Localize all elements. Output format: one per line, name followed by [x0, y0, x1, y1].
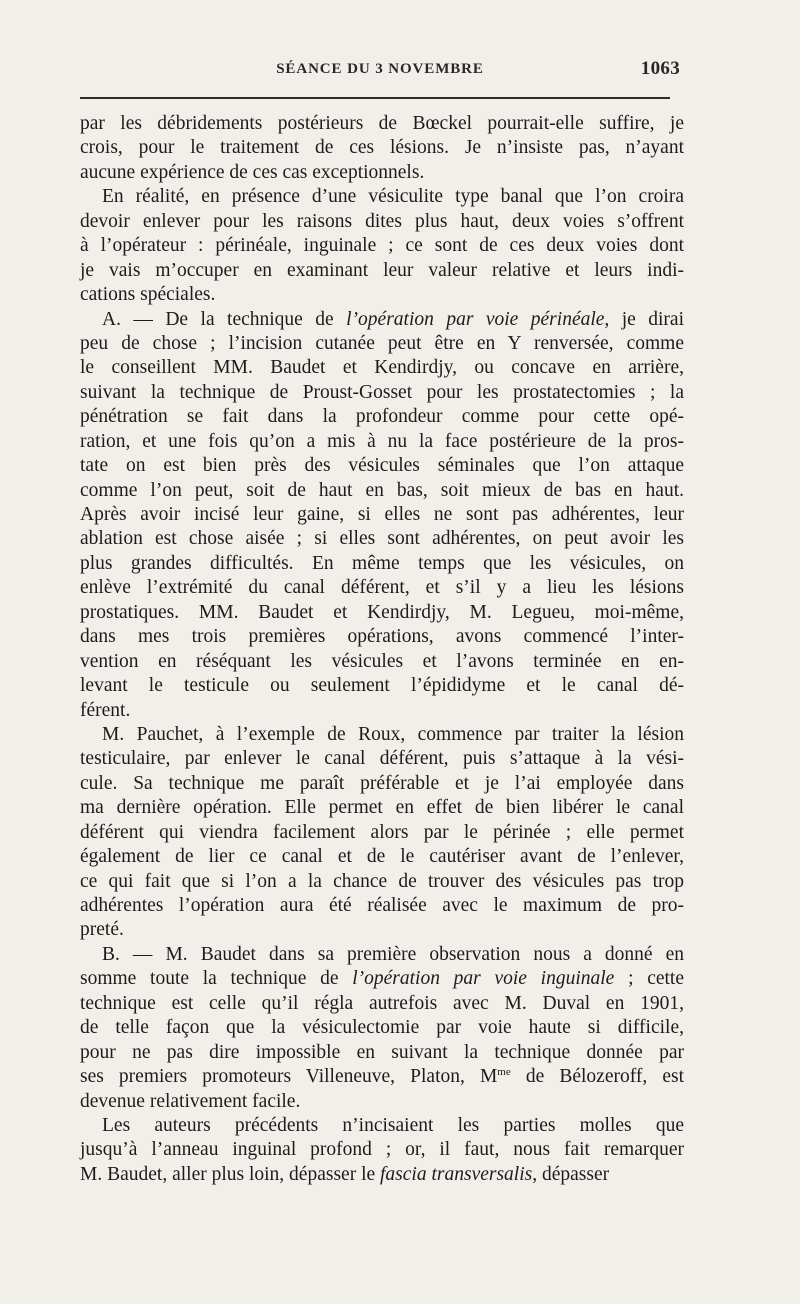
text-segment: devenue relativement facile.: [80, 1090, 301, 1112]
text-line: [80, 723, 684, 747]
text-line: [80, 674, 684, 698]
text-line: [80, 527, 684, 551]
text-line: [80, 1163, 684, 1187]
text-segment: ce qui fait que si l’on a la chance de trouver des vésicules pas trop: [80, 870, 684, 892]
text-segment: levant le testicule ou seulement l’épididyme et le canal dé-: [80, 675, 684, 697]
text-segment: preté.: [80, 919, 124, 941]
text-line: [80, 136, 684, 160]
text-segment: technique est celle qu’il régla autrefois avec M. Duval en 1901,: [80, 992, 684, 1014]
italic-text: l’opération par voie inguinale: [352, 968, 615, 990]
header-rule: [80, 97, 670, 99]
text-segment: ablation est chose aisée ; si elles sont adhérentes, on peut avoir les: [80, 528, 684, 550]
text-line: [80, 894, 684, 918]
text-line: [80, 992, 684, 1016]
text-segment: je vais m’occuper en examinant leur valeur relative et leurs indi-: [80, 259, 684, 281]
text-line: [80, 1114, 684, 1138]
text-segment: enlève l’extrémité du canal déférent, et s’il y a lieu les lésions: [80, 577, 684, 599]
text-segment: adhérentes l’opération aura été réalisée avec le maximum de pro-: [80, 895, 684, 916]
text-segment: cations spéciales.: [80, 284, 216, 306]
text-line: [80, 845, 684, 869]
text-line: [80, 747, 684, 771]
text-segment: dans mes trois premières opérations, avons commencé l’inter-: [80, 626, 684, 648]
italic-text: l’opération par voie périnéale: [346, 308, 605, 330]
text-segment: de Bélozeroff, est: [510, 1066, 684, 1088]
text-line: [80, 332, 684, 356]
text-segment: , dépasser: [532, 1163, 610, 1185]
paragraph: [80, 185, 684, 307]
text-line: [80, 259, 684, 283]
text-line: [80, 967, 684, 991]
text-line: [80, 430, 684, 454]
body-text: [80, 112, 684, 1187]
text-line: [80, 601, 684, 625]
text-segment: pour ne pas dire impossible en suivant la technique donnée par: [80, 1041, 684, 1063]
text-segment: suivant la technique de Proust-Gosset pour les prostatectomies ; la: [80, 381, 684, 403]
text-segment: comme l’on peut, soit de haut en bas, soit mieux de bas en haut.: [80, 479, 684, 501]
page-header: [80, 58, 680, 88]
paragraph: [80, 1114, 684, 1187]
italic-text: fascia transversalis: [380, 1163, 533, 1185]
superscript: me: [497, 1066, 511, 1079]
text-segment: A. — De la technique de: [102, 308, 347, 330]
text-segment: , je dirai: [604, 308, 684, 330]
text-line: [80, 1016, 684, 1040]
text-segment: Les auteurs précédents n’incisaient les parties molles que: [102, 1114, 684, 1136]
text-segment: peu de chose ; l’incision cutanée peut être en Y renversée, comme: [80, 332, 684, 354]
text-line: [80, 772, 684, 796]
text-line: [80, 918, 684, 942]
paragraph: [80, 112, 684, 185]
text-segment: ses premiers promoteurs Villeneuve, Platon, M: [80, 1066, 498, 1088]
paragraph: [80, 723, 684, 943]
text-line: [80, 381, 684, 405]
text-line: [80, 943, 684, 967]
text-line: [80, 454, 684, 478]
text-segment: vention en réséquant les vésicules et l’avons terminée en en-: [80, 650, 684, 672]
text-segment: de telle façon que la vésiculectomie par voie haute si difficile,: [80, 1017, 684, 1039]
text-segment: également de lier ce canal et de le cautériser avant de l’enlever,: [80, 846, 684, 868]
text-segment: Après avoir incisé leur gaine, si elles ne sont pas adhérentes, leur: [80, 504, 684, 525]
text-segment: à l’opérateur : périnéale, inguinale ; ce sont de ces deux voies dont: [80, 235, 684, 257]
text-line: [80, 283, 684, 307]
text-line: [80, 112, 684, 136]
text-line: [80, 870, 684, 894]
text-line: [80, 185, 684, 209]
text-line: [80, 210, 684, 234]
text-line: [80, 625, 684, 649]
text-segment: M. Baudet, aller plus loin, dépasser le: [80, 1163, 381, 1185]
text-line: [80, 576, 684, 600]
text-line: [80, 1041, 684, 1065]
page-number: 1063: [640, 58, 680, 79]
running-title: SÉANCE DU 3 NOVEMBRE: [276, 61, 484, 77]
text-line: [80, 356, 684, 380]
text-line: [80, 161, 684, 185]
text-line: [80, 503, 684, 527]
text-segment: plus grandes difficultés. En même temps que les vésicules, on: [80, 552, 684, 574]
text-segment: ration, et une fois qu’on a mis à nu la face postérieure de la pros-: [80, 430, 684, 452]
text-segment: somme toute la technique de: [80, 968, 353, 990]
text-segment: testiculaire, par enlever le canal déférent, puis s’attaque à la vési-: [80, 748, 684, 770]
paragraph: [80, 943, 684, 1114]
text-segment: crois, pour le traitement de ces lésions. Je n’insiste pas, n’ayant: [80, 137, 684, 159]
text-segment: aucune expérience de ces cas exceptionnels.: [80, 161, 425, 183]
text-line: [80, 650, 684, 674]
text-segment: par les débridements postérieurs de Bœckel pourrait-elle suffire, je: [80, 113, 684, 134]
text-line: [80, 1090, 684, 1114]
text-segment: En réalité, en présence d’une vésiculite type banal que l’on croira: [102, 186, 684, 208]
text-segment: férent.: [80, 699, 131, 721]
text-line: [80, 1065, 684, 1089]
text-segment: devoir enlever pour les raisons dites plus haut, deux voies s’offrent: [80, 210, 684, 232]
text-segment: tate on est bien près des vésicules séminales que l’on attaque: [80, 455, 684, 477]
text-segment: déférent qui viendra facilement alors par le périnée ; elle permet: [80, 821, 684, 843]
paragraph: [80, 308, 684, 723]
text-segment: M. Pauchet, à l’exemple de Roux, commence par traiter la lésion: [102, 723, 684, 745]
text-segment: B. — M. Baudet dans sa première observation nous a donné en: [102, 943, 684, 965]
text-line: [80, 234, 684, 258]
text-segment: le conseillent MM. Baudet et Kendirdjy, ou concave en arrière,: [80, 357, 684, 379]
text-line: [80, 796, 684, 820]
text-line: [80, 552, 684, 576]
text-line: [80, 1138, 684, 1162]
text-segment: cule. Sa technique me paraît préférable et je l’ai employée dans: [80, 772, 684, 794]
text-line: [80, 405, 684, 429]
text-segment: prostatiques. MM. Baudet et Kendirdjy, M. Legueu, moi-même,: [80, 601, 684, 623]
text-segment: jusqu’à l’anneau inguinal profond ; or, il faut, nous fait remarquer: [80, 1139, 684, 1161]
text-segment: ; cette: [614, 968, 685, 990]
text-line: [80, 479, 684, 503]
text-segment: pénétration se fait dans la profondeur comme pour cette opé-: [80, 406, 684, 428]
text-line: [80, 821, 684, 845]
text-line: [80, 308, 684, 332]
text-line: [80, 699, 684, 723]
text-segment: ma dernière opération. Elle permet en effet de bien libérer le canal: [80, 797, 684, 819]
